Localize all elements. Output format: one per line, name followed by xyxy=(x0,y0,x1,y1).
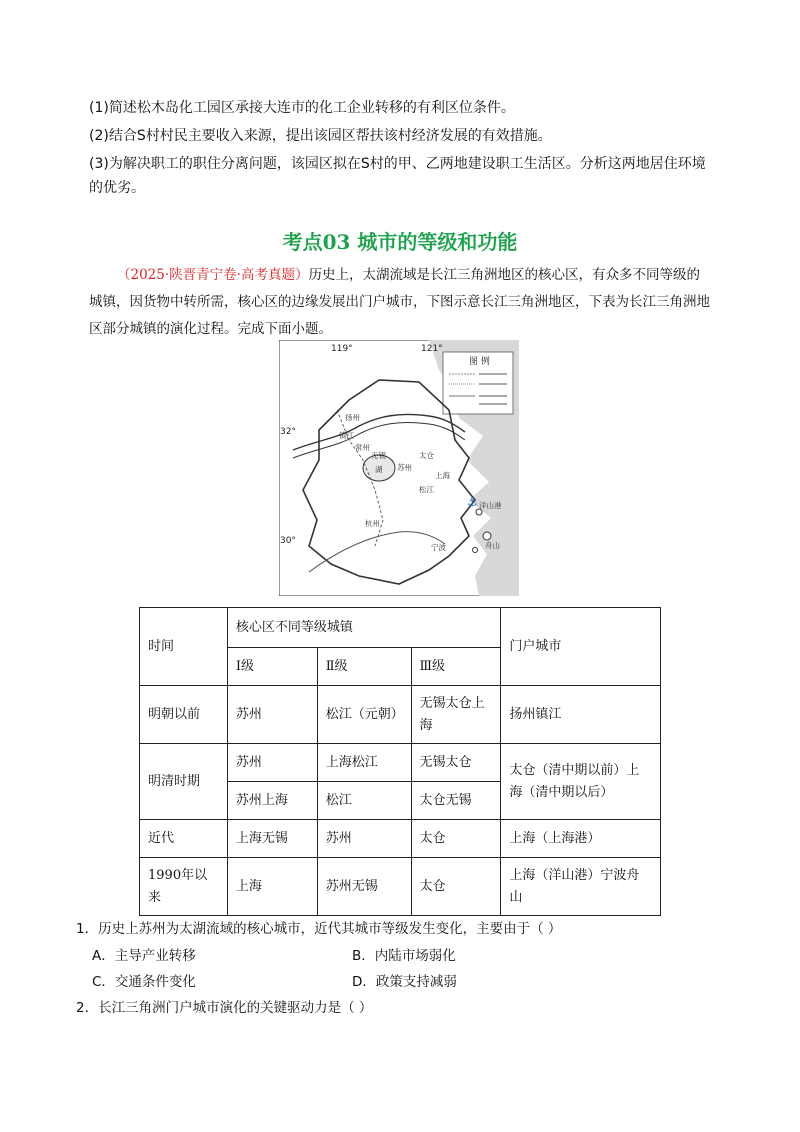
place-yangzhou: 扬州 xyxy=(345,413,360,422)
row2b-l3: 太仓无锡 xyxy=(411,782,501,820)
row3-l3: 太仓 xyxy=(411,820,501,858)
row1-gate: 扬州镇江 xyxy=(501,686,661,744)
option-d[interactable]: D．政策支持减弱 xyxy=(352,974,457,990)
mcq-question-1: 1．历史上苏州为太湖流域的核心城市，近代其城市等级发生变化，主要由于（ ） xyxy=(76,921,562,937)
row1-time: 明朝以前 xyxy=(140,686,228,744)
lon-label-121: 121° xyxy=(421,344,443,354)
town-evolution-table xyxy=(139,607,661,916)
header-gate: 门户城市 xyxy=(501,608,661,686)
row2-time: 明清时期 xyxy=(140,744,228,820)
option-c[interactable]: C．交通条件变化 xyxy=(92,974,196,990)
yangtze-delta-map xyxy=(279,340,519,596)
option-a[interactable]: A．主导产业转移 xyxy=(92,948,196,964)
section-title: 考点03 城市的等级和功能 xyxy=(282,230,518,254)
place-taicang: 太仓 xyxy=(419,451,434,460)
row2b-l1: 苏州上海 xyxy=(227,782,317,820)
header-time: 时间 xyxy=(140,608,228,686)
place-zhoushan: 舟山 xyxy=(485,541,500,550)
place-lake: 湖 xyxy=(375,465,383,474)
level-2: Ⅱ级 xyxy=(317,648,411,686)
intro-paragraph xyxy=(89,262,711,343)
row2b-l2: 松江 xyxy=(317,782,411,820)
row3-l2: 苏州 xyxy=(317,820,411,858)
place-suzhou: 苏州 xyxy=(397,463,412,472)
place-wuxi: 无锡 xyxy=(371,451,386,460)
place-shanghai: 上海 xyxy=(435,471,450,480)
row1-l2: 松江（元朝） xyxy=(317,686,411,744)
anchor-icon: ⚓ xyxy=(467,495,478,509)
row2a-l1: 苏州 xyxy=(227,744,317,782)
row1-l3: 无锡太仓上海 xyxy=(411,686,501,744)
place-ningbo: 宁波 xyxy=(431,543,446,552)
header-core: 核心区不同等级城镇 xyxy=(227,608,500,648)
row4-l3: 太仓 xyxy=(411,858,501,916)
mcq-question-2: 2．长江三角洲门户城市演化的关键驱动力是（ ） xyxy=(76,1000,373,1016)
legend-title: 图 例 xyxy=(469,357,490,367)
place-zhenjiang: 镇江 xyxy=(339,431,354,440)
level-1: Ⅰ级 xyxy=(227,648,317,686)
place-songjiang: 松江 xyxy=(419,485,434,494)
row2a-l2: 上海松江 xyxy=(317,744,411,782)
intro-source: （2025·陕晋青宁卷·高考真题） xyxy=(117,267,309,283)
question-2: (2)结合S村村民主要收入来源，提出该园区帮扶该村经济发展的有效措施。 xyxy=(89,128,552,144)
question-3: (3)为解决职工的职住分离问题，该园区拟在S村的甲、乙两地建设职工生活区。分析这两地居住环境的优劣。 xyxy=(89,156,706,196)
row3-gate: 上海（上海港） xyxy=(501,820,661,858)
row3-l1: 上海无锡 xyxy=(227,820,317,858)
option-b[interactable]: B．内陆市场弱化 xyxy=(352,948,456,964)
row1-l1: 苏州 xyxy=(227,686,317,744)
lat-label-32: 32° xyxy=(280,427,296,437)
place-hangzhou: 杭州 xyxy=(365,519,380,528)
lat-label-30: 30° xyxy=(280,536,296,546)
question-1: (1)简述松木岛化工园区承接大连市的化工企业转移的有利区位条件。 xyxy=(89,100,515,116)
row2-gate: 太仓（清中期以前）上海（清中期以后） xyxy=(501,744,661,820)
level-3: Ⅲ级 xyxy=(411,648,501,686)
row4-gate: 上海（洋山港）宁波舟山 xyxy=(501,858,661,916)
place-changzhou: 常州 xyxy=(355,443,370,452)
row4-l1: 上海 xyxy=(227,858,317,916)
row4-l2: 苏州无锡 xyxy=(317,858,411,916)
lon-label-119: 119° xyxy=(331,344,353,354)
row4-time: 1990年以来 xyxy=(140,858,228,916)
row3-time: 近代 xyxy=(140,820,228,858)
intro-text: 历史上，太湖流域是长江三角洲地区的核心区，有众多不同等级的城镇，因货物中转所需，核心区的边缘发展出门户城市，下图示意长江三角洲地区，下表为长江三角洲地区部分城镇的演化过程。完成下面小题。 xyxy=(89,267,710,337)
row2a-l3: 无锡太仓 xyxy=(411,744,501,782)
place-yangshan: 洋山港 xyxy=(479,501,502,510)
